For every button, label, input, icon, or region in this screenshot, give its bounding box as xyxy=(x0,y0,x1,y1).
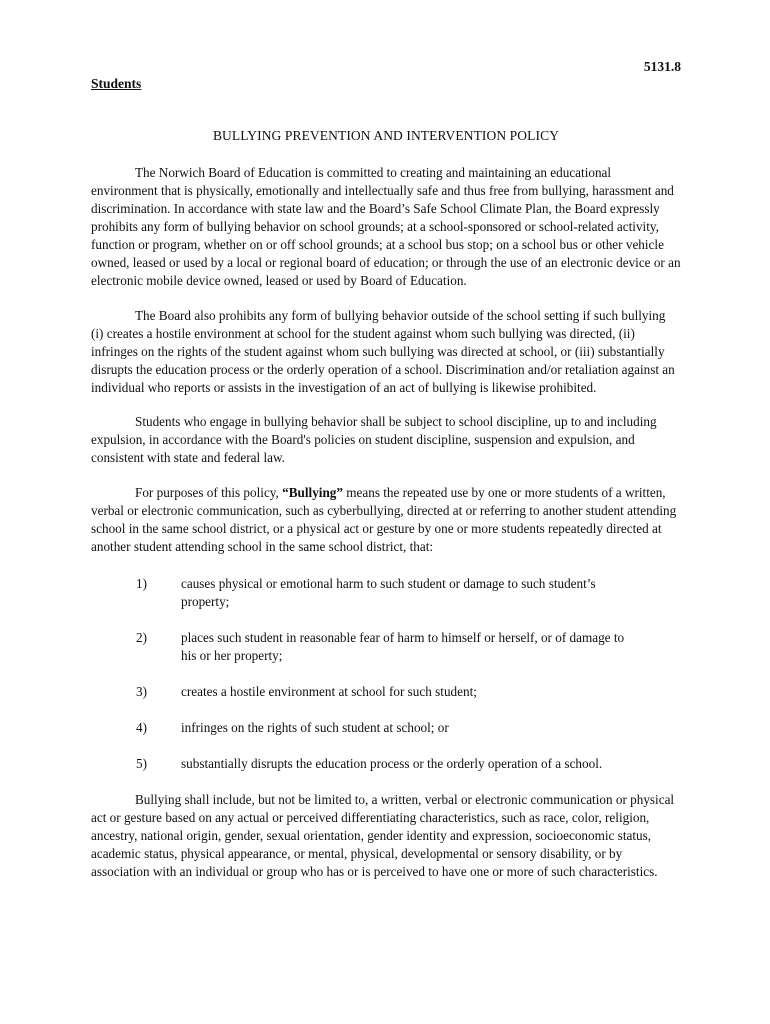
list-item-number: 1) xyxy=(136,576,147,591)
list-item-text: infringes on the rights of such student at school; or xyxy=(181,720,449,735)
list-item xyxy=(91,575,681,611)
paragraph-off-campus: The Board also prohibits any form of bullying behavior outside of the school setting if such bullying (i) creates a hostile environment at school for the student against whom such bullying was directed, (ii) infringes on the rights of the student against whom such bullying was directed at school, or (iii) substantially disrupts the education process or the orderly operation of a school. Discrimination and/or retaliation against an individual who reports or assists in the investigation of an act of bullying is likewise prohibited. xyxy=(91,308,675,395)
paragraph-discipline: Students who engage in bullying behavior shall be subject to school discipline, up to and including expulsion, in accordance with the Board's policies on student discipline, suspension and expulsion, and consistent with state and federal law. xyxy=(91,414,657,465)
list-item-text: places such student in reasonable fear of harm to himself or herself, or of damage to his or her property; xyxy=(181,630,625,663)
list-item-text: creates a hostile environment at school for such student; xyxy=(181,684,477,699)
list-item xyxy=(91,719,681,737)
list-item xyxy=(91,629,681,665)
paragraph-characteristics: Bullying shall include, but not be limited to, a written, verbal or electronic communication or physical act or gesture based on any actual or perceived differentiating characteristics, such as race, color, religion, ancestry, national origin, gender, sexual orientation, gender identity and expression, socioeconomic status, academic status, physical appearance, or mental, physical, developmental or sensory disability, or by association with an individual or group who has or is perceived to have one or more of such characteristics. xyxy=(91,792,675,879)
policy-number: 5131.8 xyxy=(643,59,681,74)
criteria-list xyxy=(91,575,681,773)
list-item-number: 5) xyxy=(136,756,147,771)
section-label: Students xyxy=(91,76,142,91)
paragraph-commitment: The Norwich Board of Education is committed to creating and maintaining an educational environment that is physically, emotionally and intellectually safe and thus free from bullying, harassment and discrimination. In accordance with state law and the Board’s Safe School Climate Plan, the Board expressly prohibits any form of bullying behavior on school grounds; at a school-sponsored or school-related activity, function or program, whether on or off school grounds; at a school bus stop; on a school bus or other vehicle owned, leased or used by a local or regional board of education; or through the use of an electronic device or an electronic mobile device owned, leased or used by Board of Education. xyxy=(91,165,681,288)
list-item xyxy=(91,755,681,773)
list-item-text: substantially disrupts the education process or the orderly operation of a school. xyxy=(181,756,603,771)
list-item-number: 4) xyxy=(136,720,147,735)
list-item-text: causes physical or emotional harm to such student or damage to such student’s property; xyxy=(181,576,596,609)
policy-body xyxy=(91,164,681,898)
list-item xyxy=(91,683,681,701)
definition-rest: means the repeated use by one or more students of a written, verbal or electronic communication, such as cyberbullying, directed at or referring to another student attending school in the same school district, or a physical act or gesture by one or more students repeatedly directed at another student attending school in the same school district, that: xyxy=(91,485,677,554)
paragraph-definition xyxy=(91,484,681,556)
definition-intro: For purposes of this policy, xyxy=(135,485,283,500)
list-item-number: 3) xyxy=(136,684,147,699)
page-title: BULLYING PREVENTION AND INTERVENTION POLICY xyxy=(212,128,560,143)
definition-term: “Bullying” xyxy=(282,485,343,500)
list-item-number: 2) xyxy=(136,630,147,645)
